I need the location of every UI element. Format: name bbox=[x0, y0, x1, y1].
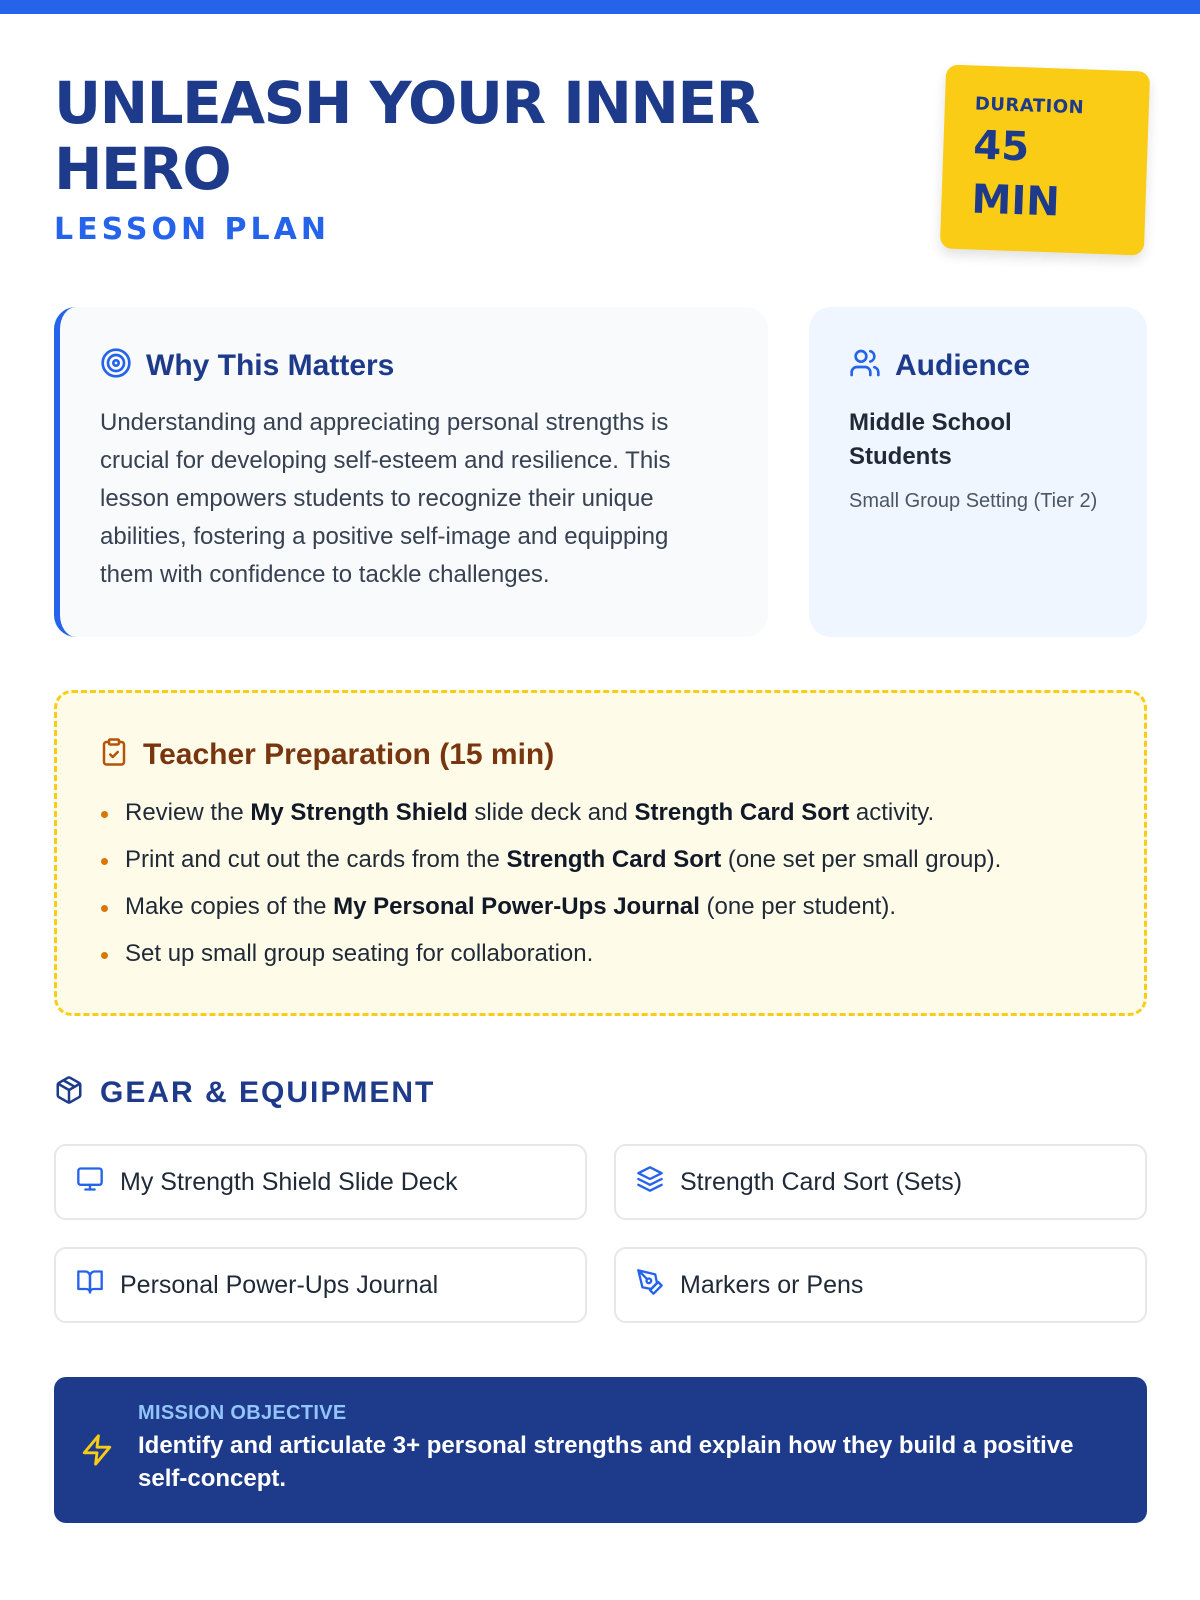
why-this-matters-card bbox=[54, 307, 768, 637]
page-subtitle: LESSON PLAN bbox=[54, 212, 330, 247]
gear-item-slide-deck bbox=[54, 1144, 587, 1220]
duration-label: DURATION bbox=[974, 93, 1085, 119]
gear-heading: GEAR & EQUIPMENT bbox=[100, 1075, 436, 1109]
top-accent-bar bbox=[0, 0, 1200, 14]
target-icon bbox=[100, 347, 132, 384]
monitor-icon bbox=[76, 1165, 104, 1200]
pen-tool-icon bbox=[636, 1268, 664, 1303]
audience-heading: Audience bbox=[895, 348, 1031, 382]
audience-card bbox=[809, 307, 1147, 637]
users-icon bbox=[849, 347, 881, 384]
book-open-icon bbox=[76, 1268, 104, 1303]
why-heading: Why This Matters bbox=[146, 348, 395, 382]
gear-item-card-sort bbox=[614, 1144, 1147, 1220]
list-item: Set up small group seating for collaboration. bbox=[99, 939, 1104, 969]
gear-section-header bbox=[54, 1075, 435, 1110]
page-title: UNLEASH YOUR INNER HERO bbox=[54, 69, 759, 203]
teacher-preparation-card bbox=[54, 690, 1147, 1016]
mission-text: Identify and articulate 3+ personal strengths and explain how they build a positive self-concept. bbox=[138, 1432, 1074, 1492]
prep-heading: Teacher Preparation (15 min) bbox=[143, 737, 555, 771]
audience-sub: Small Group Setting (Tier 2) bbox=[849, 490, 1098, 512]
lightning-icon bbox=[80, 1431, 114, 1474]
gear-item-label: Strength Card Sort (Sets) bbox=[680, 1167, 963, 1196]
box-icon bbox=[54, 1075, 84, 1110]
prep-list bbox=[99, 798, 1104, 969]
list-item: Review the My Strength Shield slide deck and Strength Card Sort activity. bbox=[99, 798, 1104, 828]
duration-value: 45 MIN bbox=[970, 122, 1061, 226]
audience-main: Middle School Students bbox=[849, 409, 1012, 470]
gear-item-journal bbox=[54, 1247, 587, 1323]
list-item: Make copies of the My Personal Power-Ups Journal (one per student). bbox=[99, 892, 1104, 922]
gear-item-label: Markers or Pens bbox=[680, 1270, 864, 1299]
layers-icon bbox=[636, 1165, 664, 1200]
mission-objective-banner bbox=[54, 1377, 1147, 1523]
gear-item-label: My Strength Shield Slide Deck bbox=[120, 1167, 458, 1196]
gear-item-markers bbox=[614, 1247, 1147, 1323]
clipboard-check-icon bbox=[99, 737, 129, 772]
list-item: Print and cut out the cards from the Strength Card Sort (one set per small group). bbox=[99, 845, 1104, 875]
mission-label: MISSION OBJECTIVE bbox=[138, 1402, 347, 1424]
duration-badge bbox=[940, 64, 1150, 255]
gear-item-label: Personal Power-Ups Journal bbox=[120, 1270, 439, 1299]
why-body: Understanding and appreciating personal strengths is crucial for developing self-esteem and resilience. This lesson empowers students to recognize their unique abilities, fostering a positive self-image and equipping them with confidence to tackle challenges. bbox=[100, 409, 671, 588]
